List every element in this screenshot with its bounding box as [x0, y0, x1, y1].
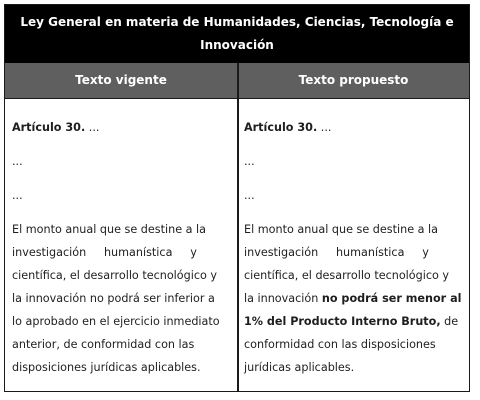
- article-tail: ...: [85, 121, 100, 134]
- paragraph-line: investigación humanística y: [244, 246, 429, 259]
- paragraph-line: científica, el desarrollo tecnológico y: [12, 269, 218, 282]
- paragraph-line: El monto anual que se destine a la: [244, 223, 439, 236]
- paragraph-line: [244, 287, 466, 310]
- table-title: [5, 5, 469, 63]
- article-tail: ...: [317, 121, 332, 134]
- paragraph-line: anterior, de conformidad con las: [12, 338, 195, 351]
- cell-texto-propuesto: [244, 99, 466, 379]
- amended-text-bold: no podrá ser menor al: [321, 292, 462, 305]
- header-texto-vigente: Texto vigente: [75, 73, 167, 87]
- paragraph-line: [244, 310, 466, 333]
- paragraph-line: la innovación no podrá ser inferior a: [12, 292, 215, 305]
- column-divider: [237, 63, 239, 392]
- article-label: Artículo 30.: [244, 121, 318, 134]
- cell-texto-vigente: [12, 99, 234, 379]
- article-heading: [12, 116, 234, 139]
- ellipsis-line: ...: [12, 155, 23, 168]
- amended-text-bold: 1% del Producto Interno Bruto,: [244, 315, 441, 328]
- header-texto-propuesto: Texto propuesto: [298, 73, 409, 87]
- line4-prefix: la innovación: [244, 292, 322, 305]
- article-label: Artículo 30.: [12, 121, 86, 134]
- article-heading: [244, 116, 466, 139]
- paragraph-line: investigación humanística y: [12, 246, 197, 259]
- paragraph-line: El monto anual que se destine a la: [12, 223, 207, 236]
- comparison-table: [4, 4, 470, 392]
- ellipsis-line: ...: [244, 155, 255, 168]
- table-title-line-1: Ley General en materia de Humanidades, Ciencias, Tecnología e: [20, 15, 454, 29]
- ellipsis-line: ...: [244, 189, 255, 202]
- paragraph-line: científica, el desarrollo tecnológico y: [244, 269, 450, 282]
- paragraph-line: disposiciones jurídicas aplicables.: [12, 361, 201, 374]
- paragraph-line: jurídicas aplicables.: [244, 361, 355, 374]
- table-title-line-2: Innovación: [200, 38, 274, 52]
- ellipsis-line: ...: [12, 189, 23, 202]
- paragraph-line: conformidad con las disposiciones: [244, 338, 436, 351]
- line5-suffix: de: [440, 315, 459, 328]
- paragraph-line: lo aprobado en el ejercicio inmediato: [12, 315, 220, 328]
